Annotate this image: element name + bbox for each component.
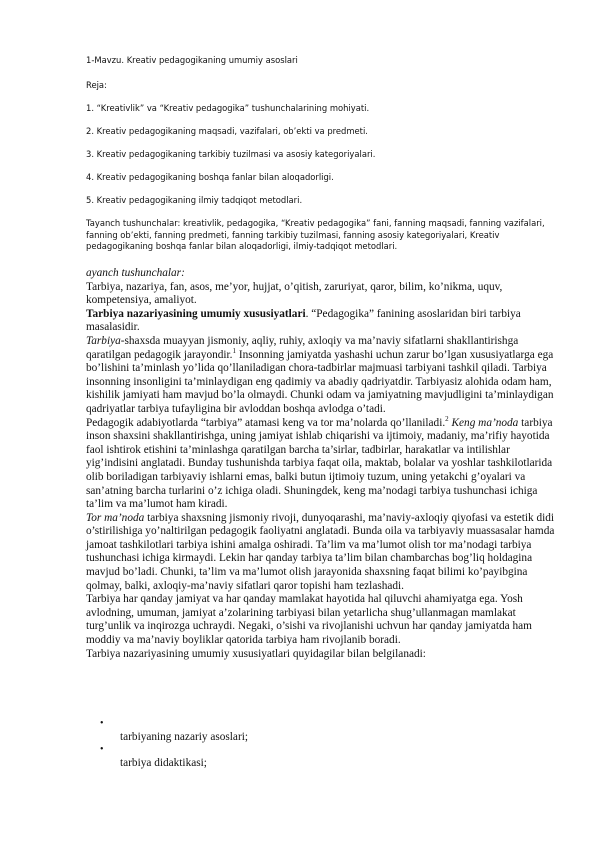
plan-label: Reja:: [86, 80, 107, 90]
concepts-list: Tarbiya, nazariya, fan, asos, me’yor, hujjat, o’qitish, zaruriyat, qaror, bilim, ko’nikma, uquv, kompetensiya, amaliyot.: [86, 280, 503, 307]
section-intro: . “Pedagogika” fanining asoslaridan biri tarbiya masalasidir.: [86, 307, 521, 334]
list-item: [86, 744, 556, 770]
plan-item-1: 1. “Kreativlik” va “Kreativ pedagogika” tushunchalarining mohiyati.: [86, 103, 370, 113]
bullet-list: [86, 718, 556, 770]
plan-item-4: 4. Kreativ pedagogikaning boshqa fanlar bilan aloqadorligi.: [86, 172, 334, 182]
footnote-ref-1: 1: [232, 346, 236, 355]
plan-item-2: 2. Kreativ pedagogikaning maqsadi, vazifalari, ob’ekti va predmeti.: [86, 126, 368, 136]
plan-item-5: 5. Kreativ pedagogikaning ilmiy tadqiqot metodlari.: [86, 195, 303, 205]
bullet-icon: •: [100, 744, 104, 755]
topic-title: 1-Mavzu. Kreativ pedagogikaning umumiy asoslari: [86, 55, 298, 65]
paragraph-tarbiya: Tarbiya-shaxsda muayyan jismoniy, aqliy, ruhiy, axloqiy va ma’naviy sifatlarni shakllantirishga qaratilgan pedagogik jarayondir.$^1$ Insonning jamiyatda yashashi uchun zarur bo’lgan xususiyatlarga ega bo’lishini ta’minlash yo’lida qo’llaniladigan chora-tadbirlar majmuasi tarbiyani tashkil qiladi. Tarbiya insonning insonligini ta’minlaydigan eng qadimiy va abadiy qadriyatdir. Tarbiyasiz alohida odam ham, kishilik jamiyati ham mavjud bo’la olmaydi. Chunki odam va jamiyatning mavjudligini ta’minlaydigan qadriyatlar tarbiya tufayligina bir avloddan boshqa avlodga o’tadi.: [86, 334, 554, 415]
concepts-heading: ayanch tushunchalar:: [86, 267, 185, 279]
term-tarbiya: Tarbiya: [86, 334, 121, 347]
bullet-icon: •: [100, 718, 104, 729]
term-keng-manoda: Keng ma’noda: [448, 416, 519, 429]
footnote-ref-2: 2: [445, 414, 449, 423]
section-paragraph: [86, 308, 556, 335]
plan-item-3: 3. Kreativ pedagogikaning tarkibiy tuzilmasi va asosiy kategoriyalari.: [86, 149, 376, 159]
main-text: [86, 267, 556, 661]
paragraph-keng-manoda: Pedagogik adabiyotlarda “tarbiya” atamasi keng va tor ma’nolarda qo’llaniladi.$^2$ Keng ma’noda tarbiya inson shaxsini shakllantirishga, uning jamiyat ishlab chiqarishi va ijtimoiy, madaniy, ma’rifiy hayotida faol ishtirok etishini ta’minlashga qaratilgan barcha ta’sirlar, tadbirlar, harakatlar va intilishlar yig’indisini anglatadi. Bunday tushunishda tarbiya faqat oila, maktab, bolalar va yoshlar tashkilotlarida olib boriladigan tarbiyaviy ishlarni emas, balki butun ijtimoiy tuzum, uning yetakchi g’oyalari va san’atning barcha turlarini o’z ichiga oladi. Shuningdek, keng ma’nodagi tarbiya tushunchasi ichiga ta’lim va ma’lumot ham kiradi.: [86, 414, 553, 511]
list-item: [86, 718, 556, 744]
key-concepts: Tayanch tushunchalar: kreativlik, pedagogika, “Kreativ pedagogika” fani, fanning maqsadi, fanning vazifalari, fanning ob’ekti, fanning predmeti, fanning tarkibiy tuzilmasi, fanning asosiy kategoriyalari, Kreativ pedagogikaning boshqa fanlar bilan aloqadorligi, ilmiy-tadqiqot metodlari.: [86, 218, 545, 252]
paragraph-tor-manoda: Tor ma’noda tarbiya shaxsning jismoniy rivoji, dunyoqarashi, ma’naviy-axloqiy qiyofasi va estetik didi o’stirilishiga yo’naltirilgan pedagogik faoliyatni anglatadi. Bunda oila va tarbiyaviy muassasalar hamda jamoat tashkilotlari tarbiya ishini amalga oshiradi. Ta’lim va ma’lumot olish tor ma’nodagi tarbiya tushunchasi ichiga kirmaydi. Lekin har qanday tarbiya ta’lim bilan chambarchas bog’liq holdagina mavjud bo’ladi. Chunki, ta’lim va ma’lumot olish jarayonida shaxsning faqat bilimi ko’payibgina qolmay, balki, axloqiy-ma’naviy sifatlari qaror topishi ham tezlashadi.: [86, 511, 555, 592]
list-item-text: tarbiya didaktikasi;: [120, 757, 207, 769]
paragraph-xususiyatlar: Tarbiya nazariyasining umumiy xususiyatlari quyidagilar bilan belgilanadi:: [86, 647, 426, 660]
paragraph-ahamiyat: Tarbiya har qanday jamiyat va har qanday mamlakat hayotida hal qiluvchi ahamiyatga ega. Yosh avlodning, umuman, jamiyat a’zolarining tarbiyasi bilan yetarlicha shug’ullanmagan mamlakat turg’unlik va inqirozga uchraydi. Negaki, o’sishi va rivojlanishi uchvun har qanday jamiyatda ham moddiy va ma’naviy boyliklar qatorida tarbiya ham rivojlanib boradi.: [86, 593, 532, 647]
list-item-text: tarbiyaning nazariy asoslari;: [120, 731, 248, 743]
section-title: Tarbiya nazariyasining umumiy xususiyatlari: [86, 307, 306, 320]
term-tor-manoda: Tor ma’noda: [86, 511, 145, 524]
